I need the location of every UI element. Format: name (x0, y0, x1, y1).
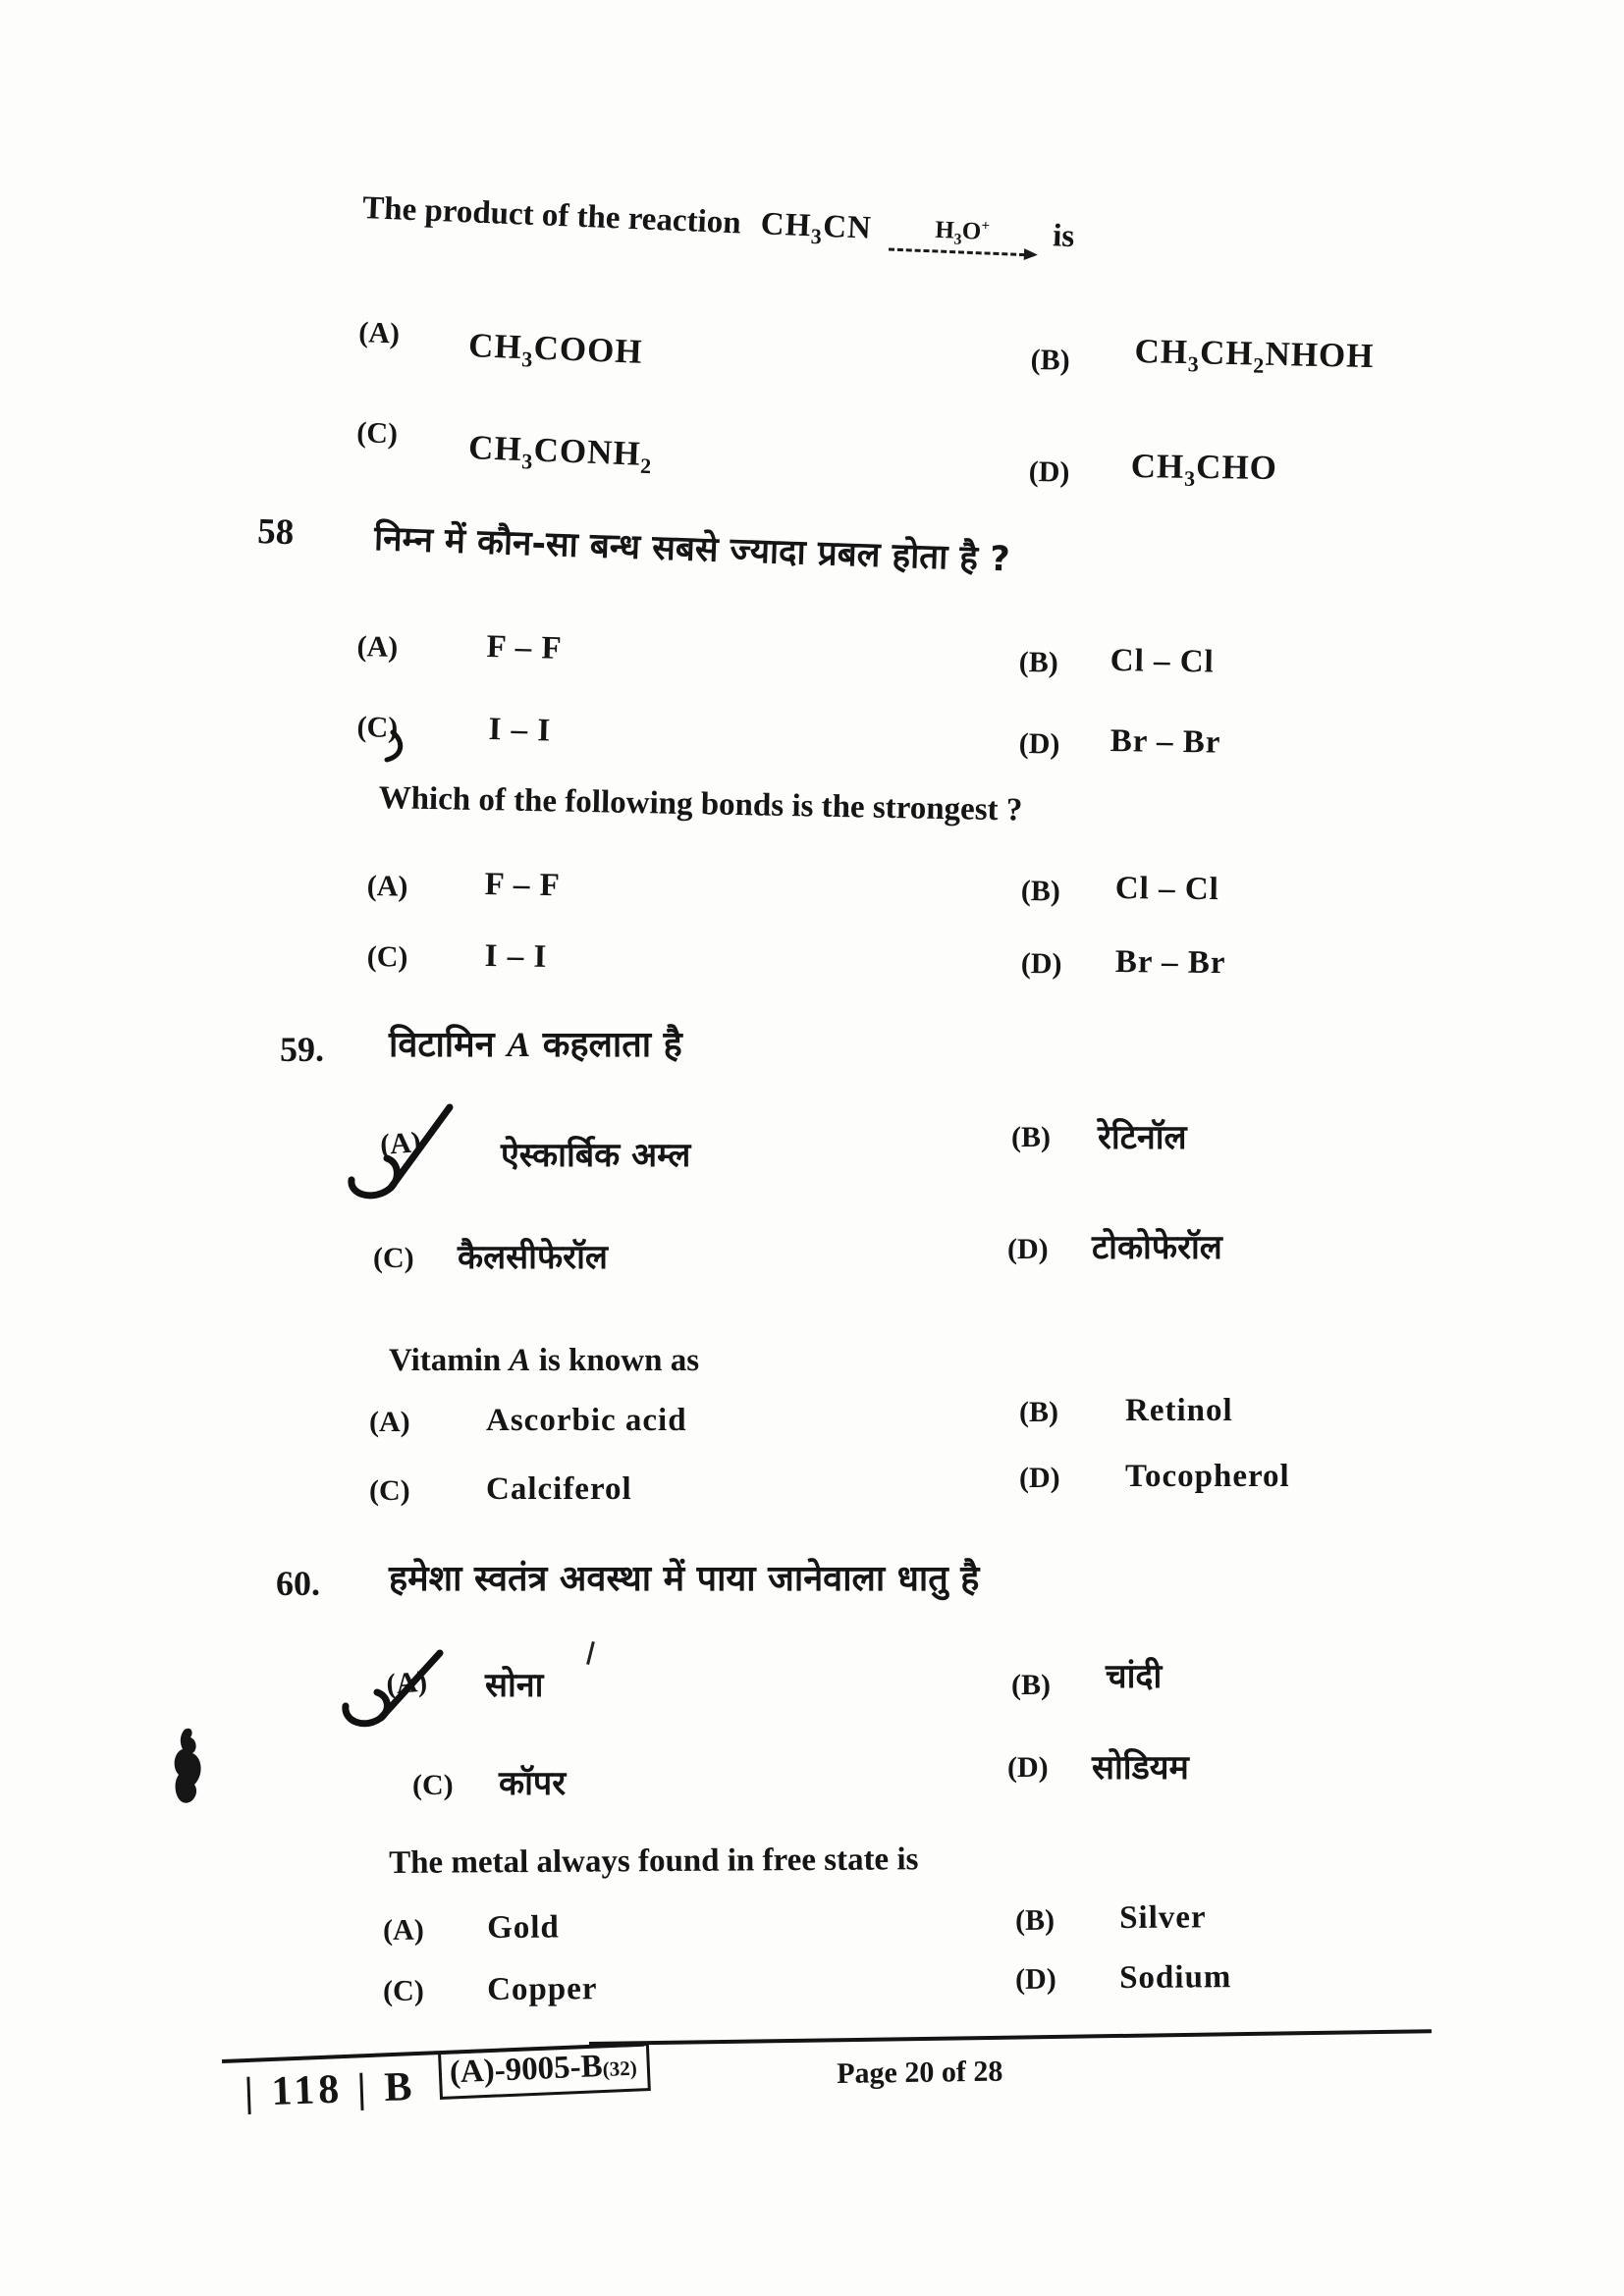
q60-english-option-a-label: (A) (383, 1913, 424, 1947)
page-indicator: Page 20 of 28 (837, 2055, 1003, 2090)
q58-hindi-option-b-label: (B) (1018, 646, 1058, 679)
q57-option-b-formula (1134, 332, 1375, 381)
q60-english-option-c-text: Copper (487, 1971, 598, 2007)
q58-hindi-option-a-label: (A) (356, 630, 399, 665)
q58-english-option-a-text: F – F (484, 867, 562, 904)
q58-hindi-option-c-text: I – I (488, 712, 552, 749)
stem-part: कहलाता है (542, 1025, 682, 1065)
q57-option-d-formula (1130, 447, 1277, 493)
q59-hindi-stem (389, 1019, 682, 1067)
q60-english-option-b-text: Silver (1119, 1899, 1207, 1936)
q57-option-c-label: (C) (355, 416, 399, 451)
q59-english-option-a-label: (A) (369, 1406, 410, 1438)
pen-slash-mark (340, 1645, 458, 1734)
formula-part: CH (1199, 333, 1254, 373)
ink-blot (157, 1724, 216, 1832)
q59-number: 59. (280, 1030, 324, 1069)
q59-english-option-c-label: (C) (369, 1474, 410, 1507)
formula-sub: 2 (639, 453, 653, 479)
q60-english-option-d-label: (D) (1015, 1962, 1056, 1996)
reaction-condition-label (889, 215, 1035, 250)
q59-english-option-a-text: Ascorbic acid (486, 1403, 687, 1438)
q58-english-option-d-label: (D) (1020, 947, 1062, 981)
q58-number: 58 (256, 510, 295, 554)
formula-sub: 3 (1183, 465, 1197, 491)
q59-english-option-b-label: (B) (1019, 1396, 1058, 1428)
footer-booklet-code-box (438, 2043, 651, 2100)
q58-hindi-option-d-label: (D) (1018, 727, 1060, 761)
formula-sub: 3 (810, 223, 824, 249)
formula-sub: 3 (520, 449, 534, 474)
q58-hindi-option-c-label: (C) (356, 711, 399, 745)
q60-english-stem: The metal always found in free state is (389, 1842, 919, 1881)
q58-hindi-option-b-text: Cl – Cl (1110, 643, 1215, 680)
q59-hindi-option-c-label: (C) (373, 1242, 414, 1274)
q60-english-option-c-label: (C) (383, 1974, 424, 2007)
vitamin-letter: A (507, 1025, 531, 1064)
q60-hindi-option-b-text: चांदी (1106, 1657, 1163, 1696)
q59-english-option-b-text: Retinol (1125, 1393, 1233, 1428)
stem-part: विटामिन (389, 1025, 495, 1065)
footer-rule-right (589, 2029, 1432, 2046)
reaction-arrow (889, 215, 1035, 256)
q59-hindi-option-a-text: ऐस्कार्बिक अम्ल (501, 1136, 691, 1175)
formula-part: O (961, 217, 982, 245)
q58-hindi-stem: निम्न में कौन-सा बन्ध सबसे ज्यादा प्रबल होता है ? (373, 518, 1011, 580)
q60-hindi-option-a-text: सोना (485, 1666, 544, 1705)
q58-english-option-a-label: (A) (366, 870, 408, 903)
q58-hindi-option-a-text: F – F (486, 629, 564, 667)
q59-english-option-d-text: Tocopherol (1125, 1459, 1290, 1494)
stem-part: is known as (538, 1343, 700, 1378)
q60-hindi-option-c-label: (C) (412, 1769, 454, 1801)
stray-pen-tick (586, 1641, 595, 1665)
q58-english-option-c-label: (C) (366, 940, 408, 974)
stem-part: Vitamin (389, 1343, 502, 1378)
q57-reactant-formula (760, 206, 873, 249)
formula-part: CH (467, 326, 523, 367)
q57-option-d-label: (D) (1028, 455, 1070, 489)
formula-sup: + (981, 217, 991, 235)
q60-hindi-option-b-label: (B) (1011, 1669, 1051, 1701)
q60-hindi-option-c-text: कॉपर (499, 1764, 567, 1803)
q57-stem-suffix: is (1052, 218, 1075, 255)
formula-part: H (934, 216, 955, 244)
formula-part: CONH (532, 430, 642, 473)
formula-sub: 2 (1253, 352, 1266, 378)
q58-english-option-c-text: I – I (484, 938, 548, 975)
q59-hindi-option-d-label: (D) (1007, 1233, 1049, 1265)
formula-part: CHO (1195, 447, 1278, 488)
formula-sub: 3 (1187, 351, 1201, 377)
q60-hindi-option-a-label: (A) (385, 1665, 429, 1701)
q59-english-option-d-label: (D) (1019, 1462, 1060, 1494)
q57-option-a-label: (A) (357, 316, 401, 350)
q58-english-stem: Which of the following bonds is the strongest ? (378, 780, 1023, 828)
q59-hindi-option-c-text: कैलसीफेरॉल (458, 1238, 608, 1277)
q57-option-c-formula (467, 428, 653, 479)
q60-english-option-d-text: Sodium (1119, 1959, 1232, 1996)
formula-part: CH (1130, 447, 1185, 486)
q59-english-option-c-text: Calciferol (486, 1471, 632, 1507)
q59-hindi-option-b-text: रेटिनॉल (1098, 1118, 1187, 1157)
booklet-code: (A)-9005-B (449, 2049, 604, 2091)
q60-hindi-option-d-label: (D) (1007, 1751, 1049, 1784)
q58-english-option-b-text: Cl – Cl (1114, 871, 1219, 908)
formula-part: COOH (532, 328, 644, 371)
q57-option-a-formula (467, 326, 643, 377)
q60-hindi-option-d-text: सोडियम (1092, 1748, 1189, 1788)
q59-hindi-option-d-text: टोकोफेरॉल (1092, 1228, 1222, 1267)
booklet-code-suffix: (32) (602, 2056, 638, 2081)
formula-part: NHOH (1265, 334, 1375, 376)
formula-part: CN (822, 208, 873, 246)
q59-hindi-option-a-label: (A) (379, 1126, 422, 1161)
formula-sub: 3 (953, 231, 962, 248)
formula-sub: 3 (520, 347, 534, 372)
q60-number: 60. (276, 1564, 320, 1603)
pen-scribble-mark (359, 703, 428, 762)
q58-english-option-d-text: Br – Br (1114, 944, 1226, 982)
q57-stem (361, 190, 1075, 262)
q59-english-stem (389, 1343, 699, 1379)
q57-stem-prefix: The product of the reaction (361, 190, 742, 241)
q59-hindi-option-b-label: (B) (1011, 1121, 1051, 1153)
pen-slash-mark (346, 1097, 473, 1205)
formula-part: CH (1134, 332, 1189, 372)
q58-english-option-b-label: (B) (1020, 875, 1060, 908)
q58-hindi-option-d-text: Br – Br (1110, 723, 1221, 761)
formula-part: CH (760, 206, 812, 244)
vitamin-letter: A (509, 1343, 531, 1378)
q57-option-b-label: (B) (1030, 344, 1070, 377)
q60-hindi-stem: हमेशा स्वतंत्र अवस्था में पाया जानेवाला धातु है (389, 1559, 980, 1599)
footer-set-code: | 118 | B (244, 2063, 417, 2115)
q60-english-option-b-label: (B) (1015, 1903, 1056, 1937)
formula-part: CH (467, 428, 523, 469)
q60-english-option-a-text: Gold (487, 1909, 560, 1946)
